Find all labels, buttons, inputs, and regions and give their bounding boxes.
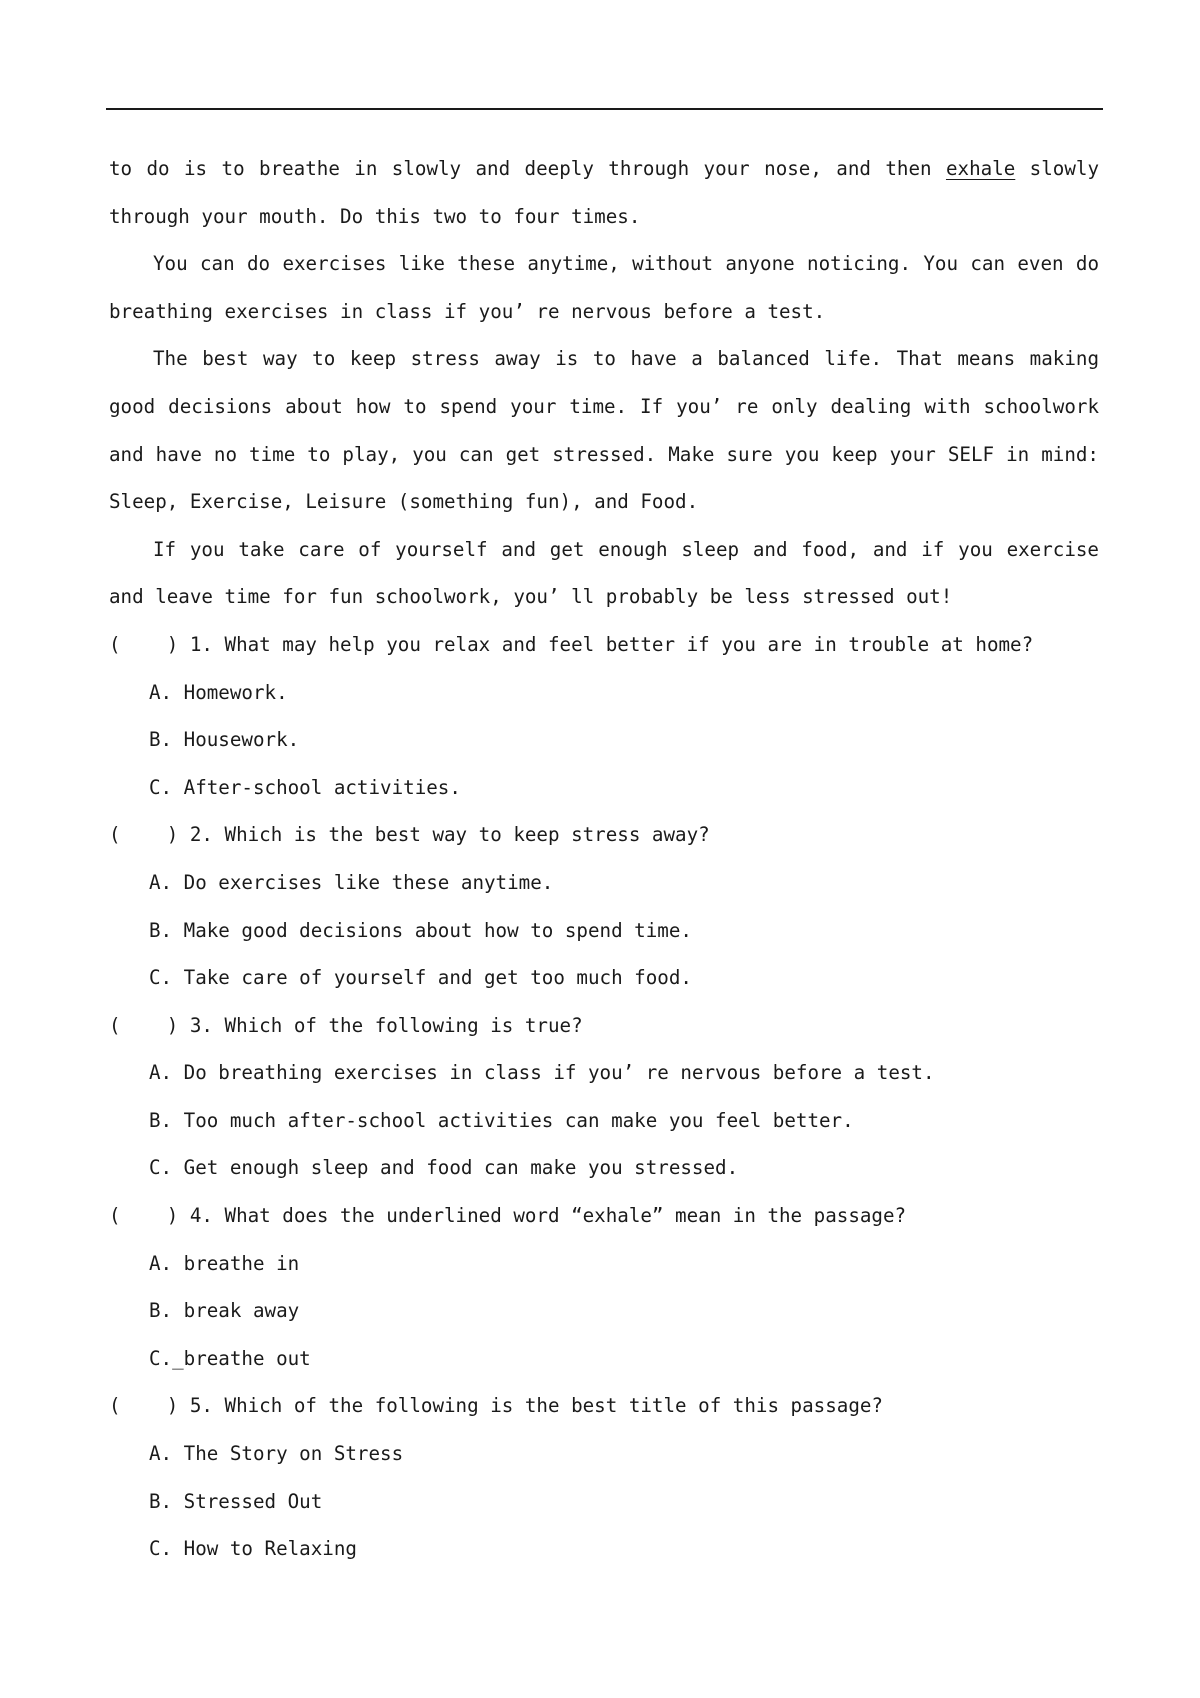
option-a: A. Do breathing exercises in class if you’ re nervous before a test. <box>149 1061 935 1085</box>
option-b: B. Stressed Out <box>149 1489 323 1513</box>
question-stem: ( ) 4. What does the underlined word “exhale” mean in the passage? <box>109 1204 907 1228</box>
passage-paragraph-3: The best way to keep stress away is to have a balanced life. That means making good decisions about how to spend your time. If you’ re only dealing with schoolwork and have no time to play, you can get stressed. Make sure you keep your SELF in mind: Sleep, Exercise, Leisure (something fun), and Food. <box>109 347 1099 514</box>
question-1 <box>109 621 1099 811</box>
option-c: C._breathe out <box>149 1346 311 1370</box>
option-a: A. Homework. <box>149 680 288 704</box>
question-5 <box>109 1382 1099 1572</box>
option-c: C. After-school activities. <box>149 775 461 799</box>
question-4 <box>109 1192 1099 1382</box>
question-stem: ( ) 1. What may help you relax and feel better if you are in trouble at home? <box>109 632 1034 656</box>
question-2 <box>109 811 1099 1001</box>
option-a: A. breathe in <box>149 1251 300 1275</box>
passage-paragraph-4: If you take care of yourself and get enough sleep and food, and if you exercise and leave time for fun schoolwork, you’ ll probably be less stressed out! <box>109 537 1099 609</box>
passage-text: slowly through your mouth. Do this two to four times. <box>109 157 1099 228</box>
underlined-word-exhale: exhale <box>945 157 1016 180</box>
question-stem: ( ) 5. Which of the following is the best title of this passage? <box>109 1394 883 1418</box>
passage-paragraph-1 <box>109 145 1099 240</box>
option-b: B. Housework. <box>149 728 300 752</box>
question-3 <box>109 1002 1099 1192</box>
option-b: B. Make good decisions about how to spend time. <box>149 918 692 942</box>
option-c: C. How to Relaxing <box>149 1537 357 1561</box>
passage-paragraph-2: You can do exercises like these anytime, without anyone noticing. You can even do breathing exercises in class if you’ re nervous before a test. <box>109 252 1099 323</box>
option-a: A. Do exercises like these anytime. <box>149 870 554 894</box>
question-stem: ( ) 2. Which is the best way to keep stress away? <box>109 823 710 847</box>
passage-text: to do is to breathe in slowly and deeply through your nose, and then <box>109 157 946 180</box>
question-stem: ( ) 3. Which of the following is true? <box>109 1013 583 1037</box>
document-body <box>109 145 1099 1573</box>
header-rule <box>106 108 1103 110</box>
option-b: B. break away <box>149 1299 300 1323</box>
option-b: B. Too much after-school activities can make you feel better. <box>149 1108 854 1132</box>
option-a: A. The Story on Stress <box>149 1442 404 1466</box>
option-c: C. Get enough sleep and food can make you stressed. <box>149 1156 739 1180</box>
option-c: C. Take care of yourself and get too much food. <box>149 966 692 990</box>
